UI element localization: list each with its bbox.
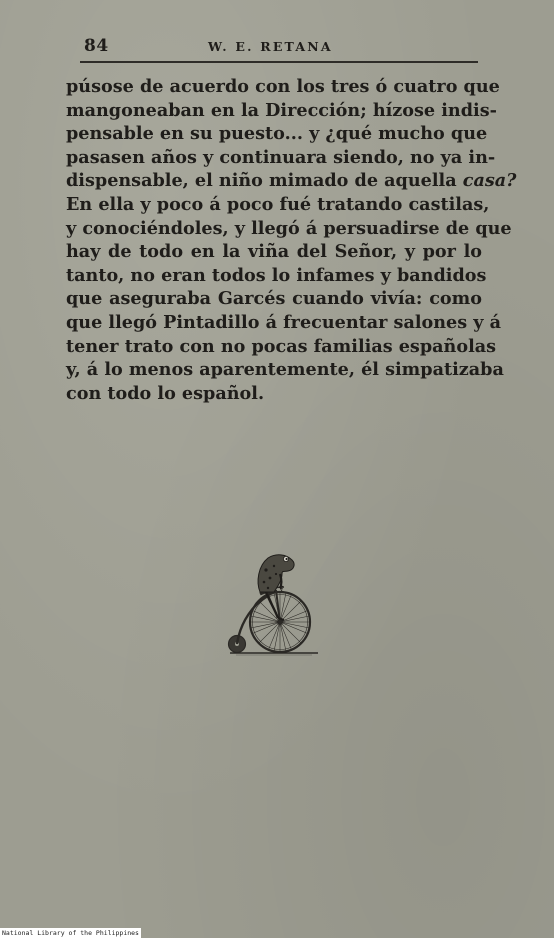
text-line: pensable en su puesto... y ¿qué mucho que (66, 123, 488, 145)
text-line: hay de todo en la viña del Señor, y por lo (66, 241, 482, 263)
text-line: y conociéndoles, y llegó á persuadirse de que (66, 217, 512, 239)
text-line-with-italic (66, 169, 517, 193)
italic-word: casa? (462, 170, 517, 192)
page-number: 84 (84, 36, 109, 56)
text-line: tanto, no eran todos lo infames y bandidos (66, 264, 487, 286)
text-line: mangoneaban en la Dirección; hízose indis- (66, 99, 497, 121)
text-line: que llegó Pintadillo á frecuentar salones y á (66, 311, 502, 333)
page-header (84, 36, 478, 60)
body-paragraph (66, 75, 517, 405)
text-line: pasasen años y continuara siendo, no ya in- (66, 146, 496, 168)
text-line: con todo lo español. (66, 382, 265, 404)
library-credit: National Library of the Philippines (2, 929, 139, 937)
text-line: que aseguraba Garcés cuando vivía: como (66, 288, 482, 310)
text-line: púsose de acuerdo con los tres ó cuatro que (66, 76, 500, 97)
text-line: tener trato con no pocas familias españolas (66, 335, 497, 357)
running-head: W. E. RETANA (208, 39, 333, 54)
text-line-segment: dispensable, el niño mimado de aquella (66, 170, 457, 192)
text-line: En ella y poco á poco fué tratando castilas, (66, 193, 490, 215)
text-line: y, á lo menos aparentemente, él simpatizaba (66, 359, 504, 381)
header-rule (80, 61, 478, 63)
frog-on-penny-farthing-icon (222, 544, 322, 660)
